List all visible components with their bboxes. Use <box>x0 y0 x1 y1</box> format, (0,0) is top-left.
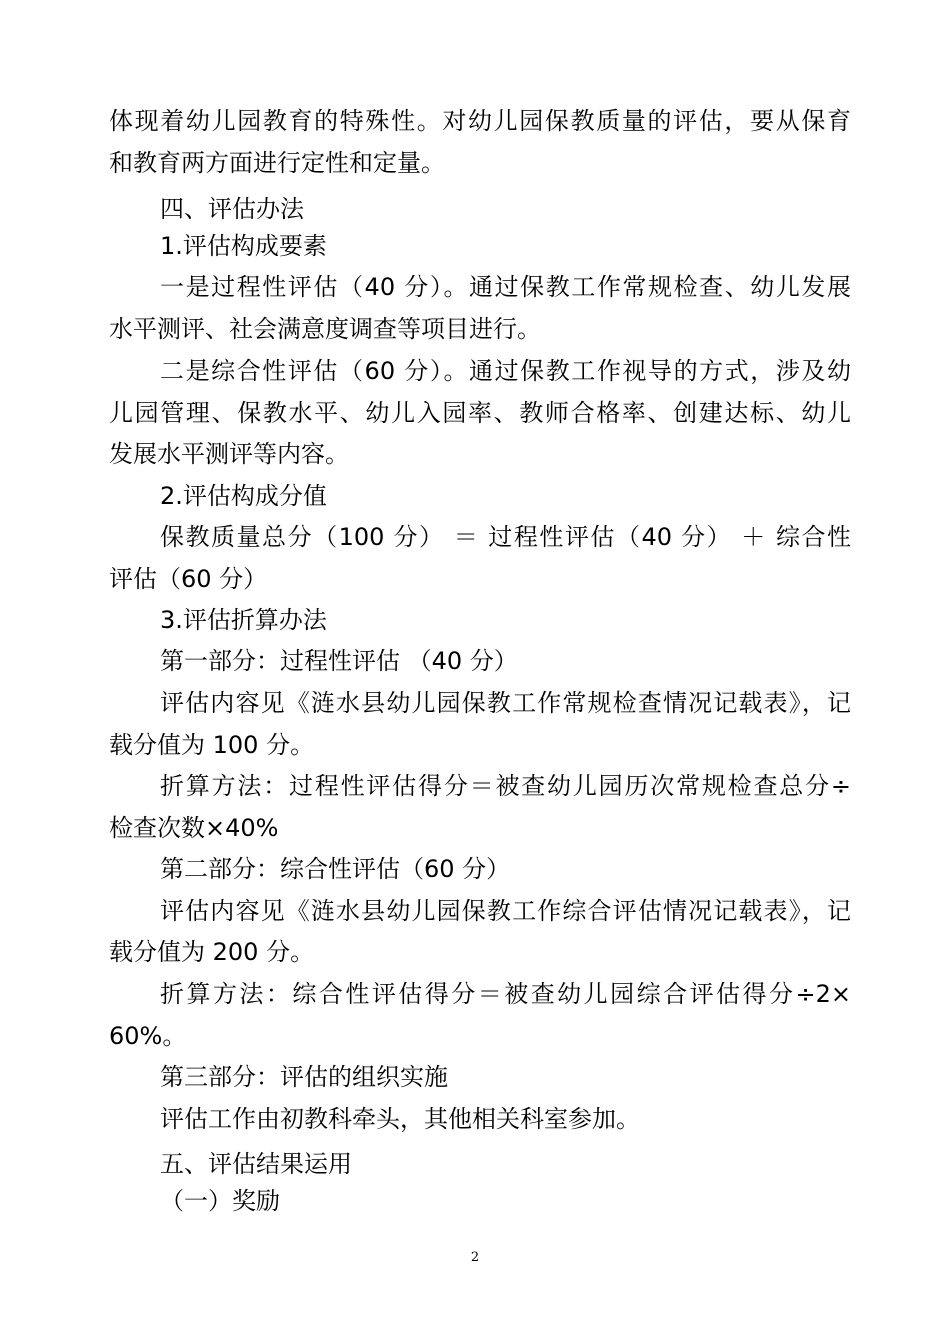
text-line: 第三部分：评估的组织实施 <box>160 1063 448 1091</box>
text-line: 保教质量总分（100 分） ＝ 过程性评估（40 分） ＋ 综合性 <box>160 523 851 551</box>
text-line: 一是过程性评估（40 分）。通过保教工作常规检查、幼儿发展 <box>160 273 851 301</box>
text-line: 评估工作由初教科牵头，其他相关科室参加。 <box>160 1105 640 1133</box>
subsection-heading: （一）奖励 <box>160 1187 280 1215</box>
text-line: 第一部分：过程性评估 （40 分） <box>160 647 518 675</box>
text-line: 水平测评、社会满意度调查等项目进行。 <box>109 315 541 343</box>
text-line: 折算方法：过程性评估得分＝被查幼儿园历次常规检查总分÷ <box>160 772 851 800</box>
section-heading: 五、评估结果运用 <box>160 1150 352 1178</box>
text-line: 和教育两方面进行定性和定量。 <box>109 149 445 177</box>
subsection-heading: 1.评估构成要素 <box>160 232 327 260</box>
text-line: 检查次数×40% <box>109 814 279 842</box>
text-line: 载分值为 200 分。 <box>109 938 315 966</box>
text-line: 评估内容见《涟水县幼儿园保教工作常规检查情况记载表》，记 <box>160 689 851 717</box>
text-line: 折算方法：综合性评估得分＝被查幼儿园综合评估得分÷2× <box>160 980 851 1008</box>
text-line: 二是综合性评估（60 分）。通过保教工作视导的方式，涉及幼 <box>160 357 851 385</box>
section-heading: 四、评估办法 <box>160 195 304 223</box>
text-line: 儿园管理、保教水平、幼儿入园率、教师合格率、创建达标、幼儿 <box>109 399 851 427</box>
text-line: 评估（60 分） <box>109 565 268 593</box>
subsection-heading: 2.评估构成分值 <box>160 482 327 510</box>
text-line: 发展水平测评等内容。 <box>109 440 349 468</box>
page-number: 2 <box>470 1250 480 1265</box>
text-line: 载分值为 100 分。 <box>109 731 315 759</box>
text-line: 60%。 <box>109 1022 187 1050</box>
text-line: 第二部分：综合性评估（60 分） <box>160 855 511 883</box>
text-line: 体现着幼儿园教育的特殊性。对幼儿园保教质量的评估，要从保育 <box>109 107 851 135</box>
subsection-heading: 3.评估折算办法 <box>160 606 327 634</box>
text-line: 评估内容见《涟水县幼儿园保教工作综合评估情况记载表》，记 <box>160 897 851 925</box>
